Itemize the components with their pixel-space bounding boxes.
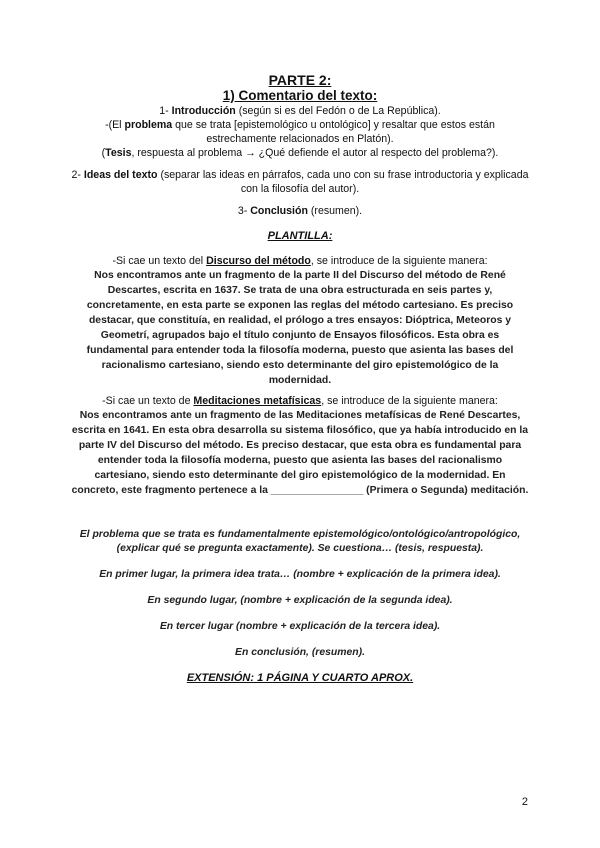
template-first-idea: En primer lugar, la primera idea trata… (nombre + explicación de la primera idea). xyxy=(99,569,501,580)
discurso-title: Discurso del método xyxy=(206,255,311,267)
intro-number: 1- xyxy=(159,105,169,117)
ideas-label: Ideas del texto xyxy=(83,169,158,181)
template-second-idea: En segundo lugar, (nombre + explicación de la segunda idea). xyxy=(147,595,453,606)
problem-prefix: -(El xyxy=(105,119,122,131)
ideas-number: 2- xyxy=(71,169,81,181)
meditaciones-suffix: , se introduce de la siguiente manera: xyxy=(321,395,498,407)
template-conclusion: En conclusión, (resumen). xyxy=(235,647,365,658)
thesis-label: Tesis xyxy=(105,147,132,159)
meditaciones-title: Meditaciones metafísicas xyxy=(193,395,322,407)
ideas-line xyxy=(70,168,530,196)
problem-rest: que se trata [epistemológico u ontológico] y resaltar que estos están estrechamente relacionados en Platón). xyxy=(175,119,495,145)
template-problem-line: El problema que se trata es fundamentalmente epistemológico/ontológico/antropológico, (explicar qué se pregunta exactamente). Se cuestiona… (tesis, respuesta). xyxy=(79,529,521,554)
conclusion-line xyxy=(70,204,530,218)
meditaciones-intro xyxy=(70,394,530,408)
thesis-prefix: ( xyxy=(101,147,106,159)
page-title: PARTE 2: xyxy=(268,72,332,88)
discurso-intro xyxy=(70,254,530,268)
problem-line xyxy=(70,118,530,146)
plantilla-heading: PLANTILLA: xyxy=(267,230,333,242)
discurso-paragraph: Nos encontramos ante un fragmento de la parte II del Discurso del método de René Descartes, escrita en 1637. Se trata de una obra estructurada en seis partes y, concretamente, en esta parte se exponen las reglas del método cartesiano. Es preciso destacar, que constituía, en realidad, el prólogo a tres ensayos: Dióptrica, Meteoros y Geometrí, agrupados bajo el título conjunto de Ensayos filosóficos. Esta obra es fundamental para entender toda la filosofía moderna, puesto que asienta las bases del racionalismo cartesiano, siendo esto determinante del giro epistemológico de la modernidad. xyxy=(86,270,514,386)
meditaciones-paragraph: Nos encontramos ante un fragmento de las Meditaciones metafísicas de René Descartes, escrita en 1641. En esta obra desarrolla su sistema filosófico, que ya había introducido en la parte IV del Discurso del método. Es preciso destacar, que esta obra es fundamental para entender toda la filosofía moderna, puesto que asienta las bases del racionalismo cartesiano, siendo esto determinante del giro epistemológico de la modernidad. En concreto, este fragmento pertenece a la ________________ (Primera o Segunda) meditación. xyxy=(71,410,529,496)
page-number: 2 xyxy=(521,796,528,808)
discurso-suffix: , se introduce de la siguiente manera: xyxy=(310,255,488,267)
ideas-rest: (separar las ideas en párrafos, cada uno con su frase introductoria y explicada con la filosofía del autor). xyxy=(160,169,529,195)
thesis-line xyxy=(70,146,530,160)
intro-line xyxy=(70,104,530,118)
template-third-idea: En tercer lugar (nombre + explicación de la tercera idea). xyxy=(159,621,441,632)
thesis-rest: , respuesta al problema → ¿Qué defiende el autor al respecto del problema?). xyxy=(131,147,499,159)
section-heading: 1) Comentario del texto: xyxy=(222,88,378,103)
conclusion-number: 3- xyxy=(237,205,248,217)
extension-note: EXTENSIÓN: 1 PÁGINA Y CUARTO APROX. xyxy=(186,672,414,684)
intro-rest: (según si es del Fedón o de La República). xyxy=(238,105,441,117)
conclusion-label: Conclusión xyxy=(250,205,308,217)
problem-label: problema xyxy=(124,119,173,131)
document-page xyxy=(70,72,530,684)
intro-label: Introducción xyxy=(171,105,236,117)
meditaciones-prefix: -Si cae un texto de xyxy=(102,395,191,407)
discurso-prefix: -Si cae un texto del xyxy=(112,255,204,267)
conclusion-rest: (resumen). xyxy=(310,205,363,217)
